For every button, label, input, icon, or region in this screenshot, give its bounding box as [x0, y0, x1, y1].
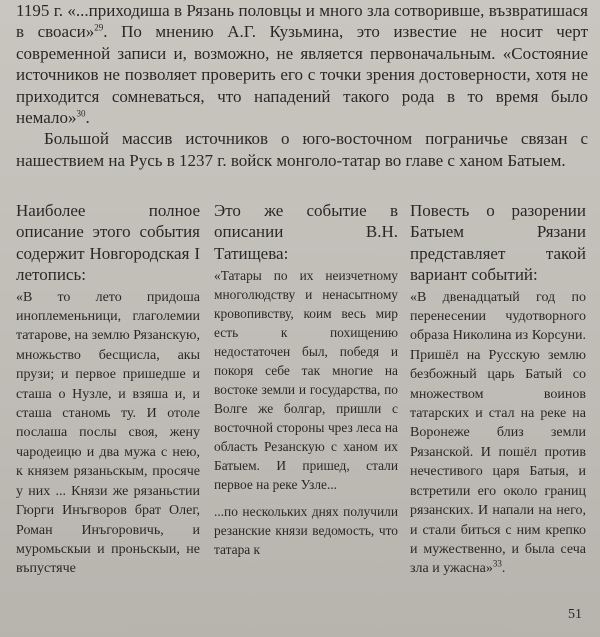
column-heading: Это же событие в описании В.Н. Татищева: — [214, 201, 398, 263]
footnote-ref-29: 29 — [94, 22, 104, 33]
column-ryazan-tale — [410, 200, 586, 579]
page-number: 51 — [568, 607, 582, 622]
column-quote: «В двенадцатый год по перенесении чудотворного образа Николина из Корсуни. Пришёл на Русскую землю безбожный царь Батый со множеством воинов татарских и стал на реке на Воронеже близ земли Рязанской. И пошёл против нечестивого царя Батыя, и встретили его около границ рязанских. И напали на него, и стали биться с ним крепко и мужественно, и была сеча зла и ужасна»$^{33}$. — [410, 289, 586, 577]
column-quote: «В то лето придоша иноплеменьници, глаголемии татарове, на землю Рязанскую, множьство бесщисла, акы прузи; и первое пришедше и сташа о Нузле, и взяша и, и сташа станомь ту. И отоле послаша послы своя, жену чародеицю и два мужа с нею, к князем рязаньскым, просяче у них ... Князи же рязаньстии Гюрги Инъгворов брат Олег, Роман Инъгоровичь, и муромьскыи и проньскыи, не въпустяче — [16, 289, 200, 577]
column-tatishchev — [214, 200, 398, 559]
column-heading: Наиболее полное описание этого события содержит Новгородская I летопись: — [16, 201, 200, 285]
intro-paragraph-1: 1195 г. «...приходиша в Рязань половцы и много зла сотворивше, възвратишася в своаси»$^{29}$. По мнению А.Г. Кузьмина, это известие не носит черт современной записи и, возможно, не является первоначальным. «Состояние источников не позволяет проверить его с точки зрения достоверности, хотя не приходится сомневаться, что нападений такого рода в то время было немало»$^{30}$. — [16, 1, 589, 128]
footnote-ref-33: 33 — [492, 558, 502, 569]
intro-text — [16, 0, 588, 171]
footnote-ref-30: 30 — [76, 108, 86, 119]
column-heading: Повесть о разорении Батыем Рязани представляет такой вариант событий: — [410, 201, 586, 285]
column-quote: «Татары по их неизчетному многолюдству и ненасытному кровопивству, коим весь мир есть к похищению недостаточен был, победя и покоря себе так многие на востоке земли и государства, по Волге же болгар, пришли с восточной стороны чрез леса на область Резанскую с ханом их Батыем. И пришед, стали первое на реке Узле... — [214, 268, 398, 493]
column-quote-continuation: ...по нескольких днях получили резанские князи ведомость, что татара к — [214, 504, 398, 558]
intro-paragraph-2: Большой массив источников о юго-восточном пограничье связан с нашествием на Русь в 1237 г. войск монголо-татар во главе с ханом Батыем. — [16, 129, 588, 170]
column-novgorod-chronicle — [16, 200, 200, 579]
